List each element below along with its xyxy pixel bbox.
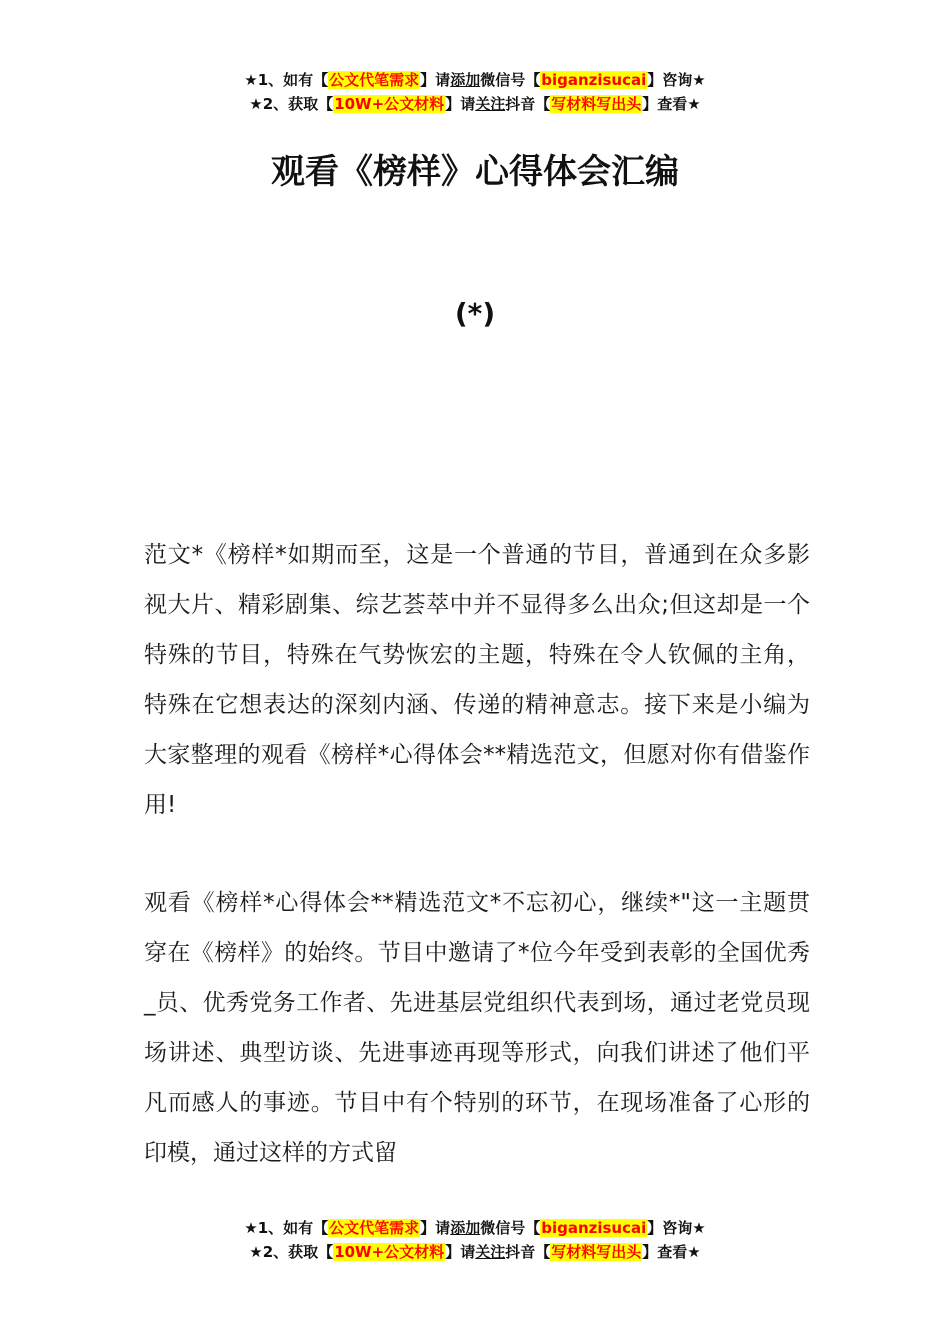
underlined-text: 关注 xyxy=(475,1243,506,1261)
underlined-text: 添加 xyxy=(450,1219,481,1237)
body-paragraph: 观看《榜样*心得体会**精选范文*不忘初心，继续*"这一主题贯穿在《榜样》的始终。节目中邀请了*位今年受到表彰的全国优秀_员、优秀党务工作者、先进基层党组织代表到场，通过老党员现场讲述、典型访谈、先进事迹再现等形式，向我们讲述了他们平凡而感人的事迹。节目中有个特别的环节，在现场准备了心形的印模，通过这样的方式留 xyxy=(144,890,810,1166)
banner-text: 】查看★ xyxy=(642,95,701,113)
banner-text: ★2、获取【 xyxy=(249,1243,334,1261)
banner-text: 微信号【 xyxy=(480,71,541,89)
underlined-text: 关注 xyxy=(475,95,506,113)
header-banner xyxy=(0,68,950,116)
banner-text: ★2、获取【 xyxy=(249,95,334,113)
document-title: 观看《榜样》心得体会汇编 xyxy=(271,152,679,192)
banner-text: 】请 xyxy=(420,71,451,89)
document-subtitle: (*) xyxy=(454,297,496,330)
footer-banner xyxy=(0,1216,950,1264)
banner-text: 】咨询★ xyxy=(647,1219,706,1237)
banner-text: ★1、如有【 xyxy=(244,1219,329,1237)
highlight-service: 公文代笔需求 xyxy=(329,71,420,89)
banner-text: 】请 xyxy=(445,1243,476,1261)
banner-line-1 xyxy=(0,1216,950,1240)
highlight-wechat-id: biganzisucai xyxy=(541,71,647,89)
highlight-service: 公文代笔需求 xyxy=(329,1219,420,1237)
banner-text: 】咨询★ xyxy=(647,71,706,89)
banner-text: 微信号【 xyxy=(480,1219,541,1237)
highlight-wechat-id: biganzisucai xyxy=(541,1219,647,1237)
highlight-materials: 10W+公文材料 xyxy=(334,1243,445,1261)
highlight-materials: 10W+公文材料 xyxy=(334,95,445,113)
banner-text: 】请 xyxy=(445,95,476,113)
highlight-douyin-account: 写材料写出头 xyxy=(551,1243,642,1261)
banner-text: 抖音【 xyxy=(505,1243,551,1261)
banner-text: ★1、如有【 xyxy=(244,71,329,89)
banner-text: 】查看★ xyxy=(642,1243,701,1261)
banner-line-1 xyxy=(0,68,950,92)
underlined-text: 添加 xyxy=(450,71,481,89)
highlight-douyin-account: 写材料写出头 xyxy=(551,95,642,113)
banner-text: 抖音【 xyxy=(505,95,551,113)
body-paragraph: 范文*《榜样*如期而至，这是一个普通的节目，普通到在众多影视大片、精彩剧集、综艺荟萃中并不显得多么出众;但这却是一个特殊的节目，特殊在气势恢宏的主题，特殊在令人钦佩的主角，特殊在它想表达的深刻内涵、传递的精神意志。接下来是小编为大家整理的观看《榜样*心得体会**精选范文，但愿对你有借鉴作用! xyxy=(144,542,810,818)
banner-text: 】请 xyxy=(420,1219,451,1237)
banner-line-2 xyxy=(0,1240,950,1264)
banner-line-2 xyxy=(0,92,950,116)
